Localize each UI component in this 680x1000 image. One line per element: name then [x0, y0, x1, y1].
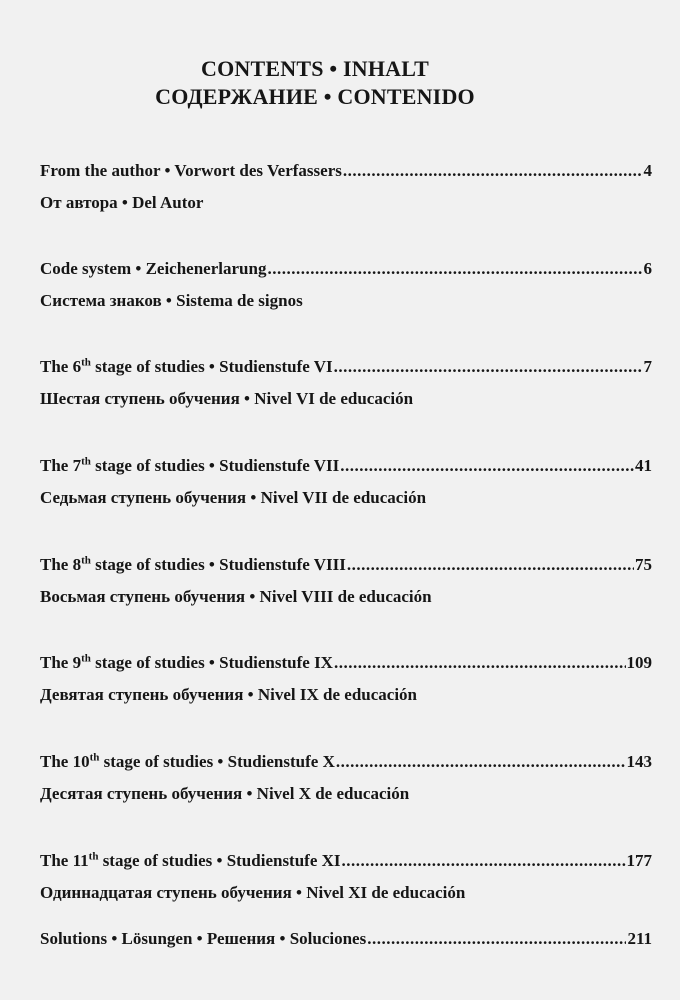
toc-title-text: The 11 — [40, 851, 89, 870]
toc-line — [40, 652, 652, 674]
toc-line — [40, 455, 652, 477]
toc-entry-title — [40, 455, 339, 477]
toc-title-text: Code system • Zeichenerlarung — [40, 259, 267, 278]
toc-title-text: stage of studies • Studienstufe XI — [98, 851, 341, 870]
toc-entry-stage-9 — [40, 652, 652, 706]
dot-leader — [347, 554, 634, 576]
dot-leader — [267, 258, 642, 280]
toc-entry-subtitle: От автора • Del Autor — [40, 193, 204, 212]
toc-entry-subtitle: Восьмая ступень обучения • Nivel VIII de educación — [40, 587, 432, 606]
toc-entry-title: Solutions • Lösungen • Решения • Soluciones — [40, 929, 367, 948]
toc-title-text: The 9 — [40, 653, 82, 672]
toc-line — [40, 928, 652, 950]
dot-leader — [334, 356, 643, 378]
toc-entry-stage-11 — [40, 850, 652, 904]
toc-line — [40, 751, 652, 773]
page-number: 75 — [635, 555, 652, 574]
ordinal-suffix: th — [81, 356, 91, 369]
toc-entry-title — [40, 751, 335, 773]
page-number: 211 — [627, 929, 652, 948]
dot-leader — [334, 652, 626, 674]
toc-entry-subtitle: Девятая ступень обучения • Nivel IX de educación — [40, 685, 418, 704]
ordinal-suffix: th — [81, 455, 91, 468]
toc-entry-solutions — [40, 928, 652, 950]
toc-title-text: The 10 — [40, 752, 90, 771]
toc-title-text: From the author • Vorwort des Verfassers — [40, 161, 342, 180]
toc-line — [40, 258, 652, 280]
toc-title-text: stage of studies • Studienstufe X — [99, 752, 335, 771]
toc-entry-stage-6 — [40, 356, 652, 410]
page-number: 6 — [643, 259, 652, 278]
toc-line — [40, 160, 652, 182]
toc-entry-subtitle: Одиннадцатая ступень обучения • Nivel XI de educación — [40, 883, 466, 902]
toc-entry-subtitle: Шестая ступень обучения • Nivel VI de educación — [40, 389, 414, 408]
toc-line — [40, 356, 652, 378]
dot-leader — [343, 160, 643, 182]
toc-entry-stage-10 — [40, 751, 652, 805]
page-number: 7 — [643, 357, 652, 376]
contents-title-line-2: СОДЕРЖАНИЕ • CONTENIDO — [155, 84, 475, 109]
toc-entry-title — [40, 850, 341, 872]
ordinal-suffix: th — [81, 652, 91, 665]
toc-entry-subtitle: Седьмая ступень обучения • Nivel VII de educación — [40, 488, 427, 507]
toc-entry-author — [40, 160, 652, 214]
toc-line — [40, 554, 652, 576]
page-number: 41 — [635, 456, 652, 475]
toc-title-text: stage of studies • Studienstufe VIII — [90, 555, 346, 574]
toc-title-text: The 6 — [40, 357, 82, 376]
page-number: 143 — [626, 752, 652, 771]
toc-entry-subtitle: Десятая ступень обучения • Nivel X de educación — [40, 784, 410, 803]
toc-title-text: stage of studies • Studienstufe IX — [90, 653, 333, 672]
toc-entry-code-system — [40, 258, 652, 312]
toc-title-text: stage of studies • Studienstufe VII — [90, 456, 340, 475]
dot-leader — [336, 751, 626, 773]
toc-entry-title — [40, 554, 346, 576]
toc-entry-title — [40, 160, 342, 182]
ordinal-suffix: th — [88, 850, 99, 863]
contents-title-line-1: CONTENTS • INHALT — [201, 56, 429, 81]
toc-entry-stage-8 — [40, 554, 652, 608]
toc-title-text: stage of studies • Studienstufe VI — [90, 357, 333, 376]
dot-leader — [367, 928, 626, 950]
toc-entry-subtitle: Система знаков • Sistema de signos — [40, 291, 303, 310]
toc-entry-title — [40, 356, 333, 378]
toc-entry-stage-7 — [40, 455, 652, 509]
ordinal-suffix: th — [89, 751, 100, 764]
toc-title-text: The 8 — [40, 555, 82, 574]
page-number: 4 — [643, 161, 652, 180]
toc-line — [40, 850, 652, 872]
dot-leader — [342, 850, 626, 872]
page-number: 177 — [626, 851, 652, 870]
page-number: 109 — [626, 653, 652, 672]
toc-entry-title — [40, 652, 333, 674]
ordinal-suffix: th — [81, 554, 91, 567]
toc-title-text: The 7 — [40, 456, 82, 475]
toc-entry-title — [40, 258, 266, 280]
dot-leader — [340, 455, 634, 477]
